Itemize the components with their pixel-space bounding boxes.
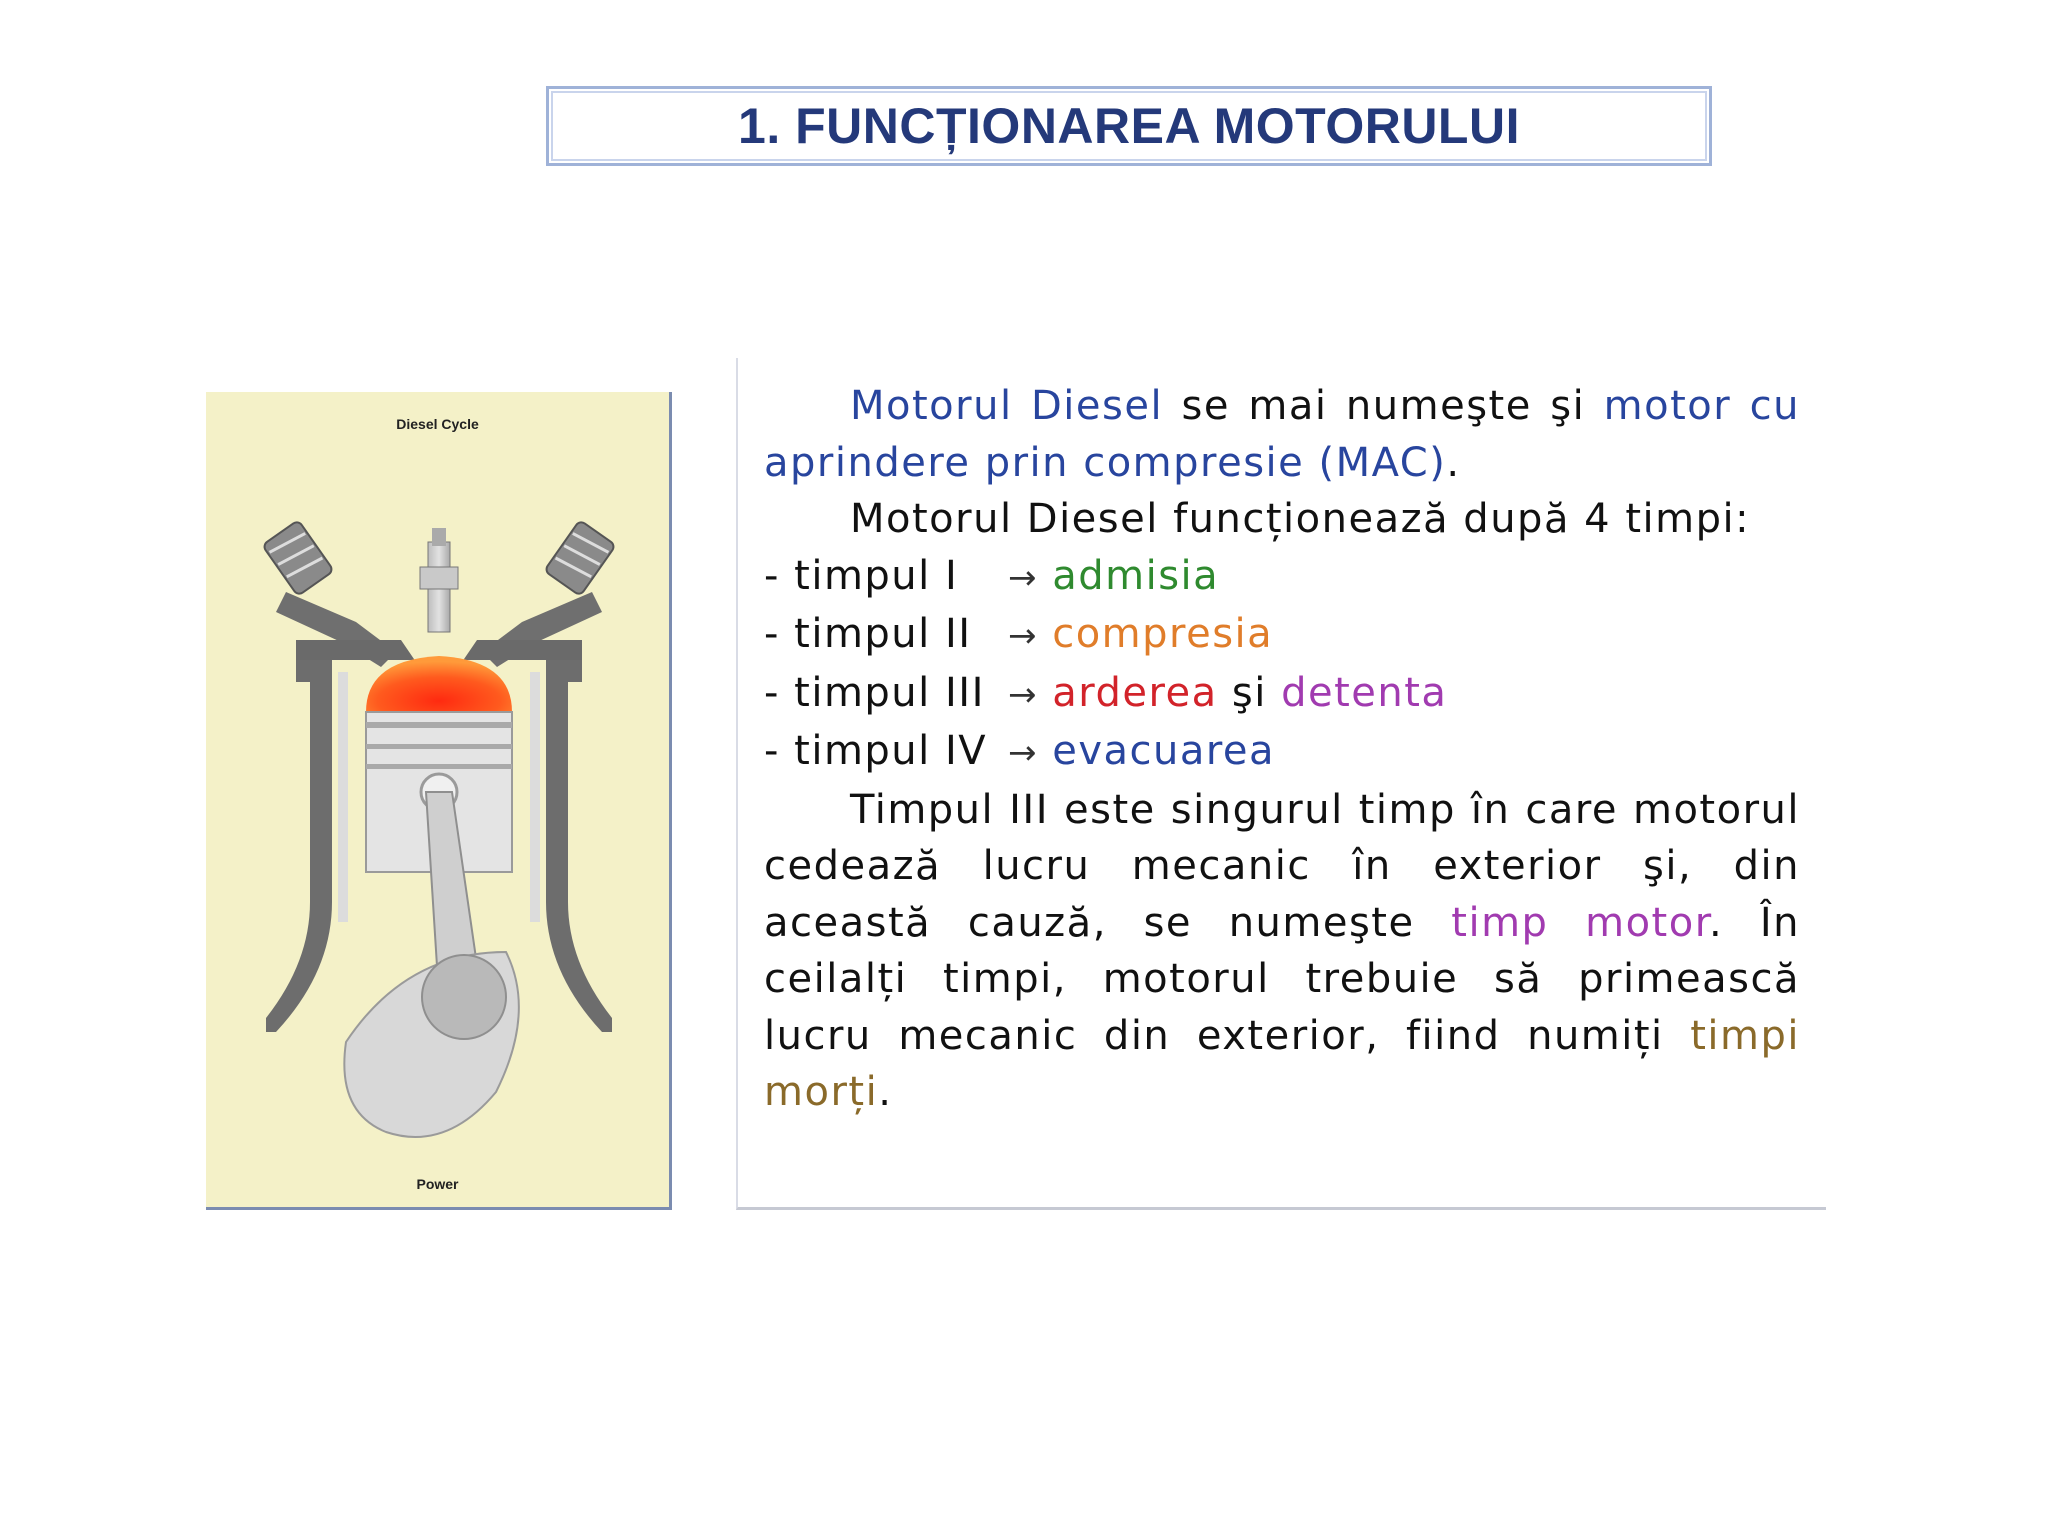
paragraph-timpi: Motorul Diesel funcționează după 4 timpi: [850, 496, 1751, 542]
stroke-2 [764, 606, 1800, 665]
stroke-2-value: compresia [1052, 611, 1274, 657]
text-panel [736, 358, 1826, 1210]
timpi-morti-text: . În ceilalți timpi, motorul trebuie să primească lucru mecanic din exterior, fiind numiți [764, 899, 1800, 1059]
stroke-4 [764, 723, 1800, 782]
term-timp-motor: timp motor [1451, 899, 1709, 946]
title-box [546, 86, 1712, 166]
term-mac: motor cu aprindere prin compresie (MAC) [764, 383, 1800, 486]
text-content [764, 378, 1800, 1121]
page-title: 1. FUNCȚIONAREA MOTORULUI [738, 98, 1520, 154]
paragraph-intro [764, 378, 1800, 491]
stroke-4-label: - timpul IV [764, 728, 988, 774]
arrow-icon: → [1008, 616, 1038, 656]
stroke-2-label: - timpul II [764, 611, 972, 657]
timp-motor-text: Timpul III este singurul timp în care motorul cedează lucru mecanic în exterior şi, din această cauză, se numeşte [764, 786, 1800, 946]
paragraph-timp-motor [764, 782, 1800, 1121]
stroke-1 [764, 548, 1800, 607]
stroke-1-value: admisia [1052, 552, 1220, 599]
arrow-icon: → [1008, 733, 1038, 773]
engine-diagram [206, 392, 672, 1210]
stroke-3 [764, 665, 1800, 724]
diagram-top-label: Diesel Cycle [396, 416, 479, 432]
arrow-icon: → [1008, 557, 1038, 598]
stroke-3-label: - timpul III [764, 669, 985, 716]
combustion-flame [366, 656, 512, 712]
left-valve-spring [262, 520, 334, 596]
right-cylinder-wall [546, 660, 612, 1032]
left-cylinder-wall [266, 660, 332, 1032]
final-period: . [878, 1069, 893, 1115]
intro-period: . [1446, 439, 1461, 486]
diagram-bottom-label: Power [416, 1176, 459, 1192]
diesel-engine-illustration [206, 392, 672, 1210]
stroke-1-label: - timpul I [764, 552, 959, 599]
term-timpi-morti: timpi morți [764, 1012, 1800, 1115]
right-valve-spring [544, 520, 616, 596]
arrow-icon: → [1008, 674, 1038, 715]
stroke-3-value-b: detenta [1281, 669, 1448, 716]
term-motorul-diesel: Motorul Diesel [850, 383, 1164, 429]
stroke-4-value: evacuarea [1052, 728, 1276, 774]
stroke-3-value-a: arderea [1052, 669, 1218, 716]
intro-text: se mai numeşte şi [1163, 383, 1604, 429]
crank-journal [422, 955, 506, 1039]
stroke-3-conjunction: şi [1217, 669, 1282, 716]
